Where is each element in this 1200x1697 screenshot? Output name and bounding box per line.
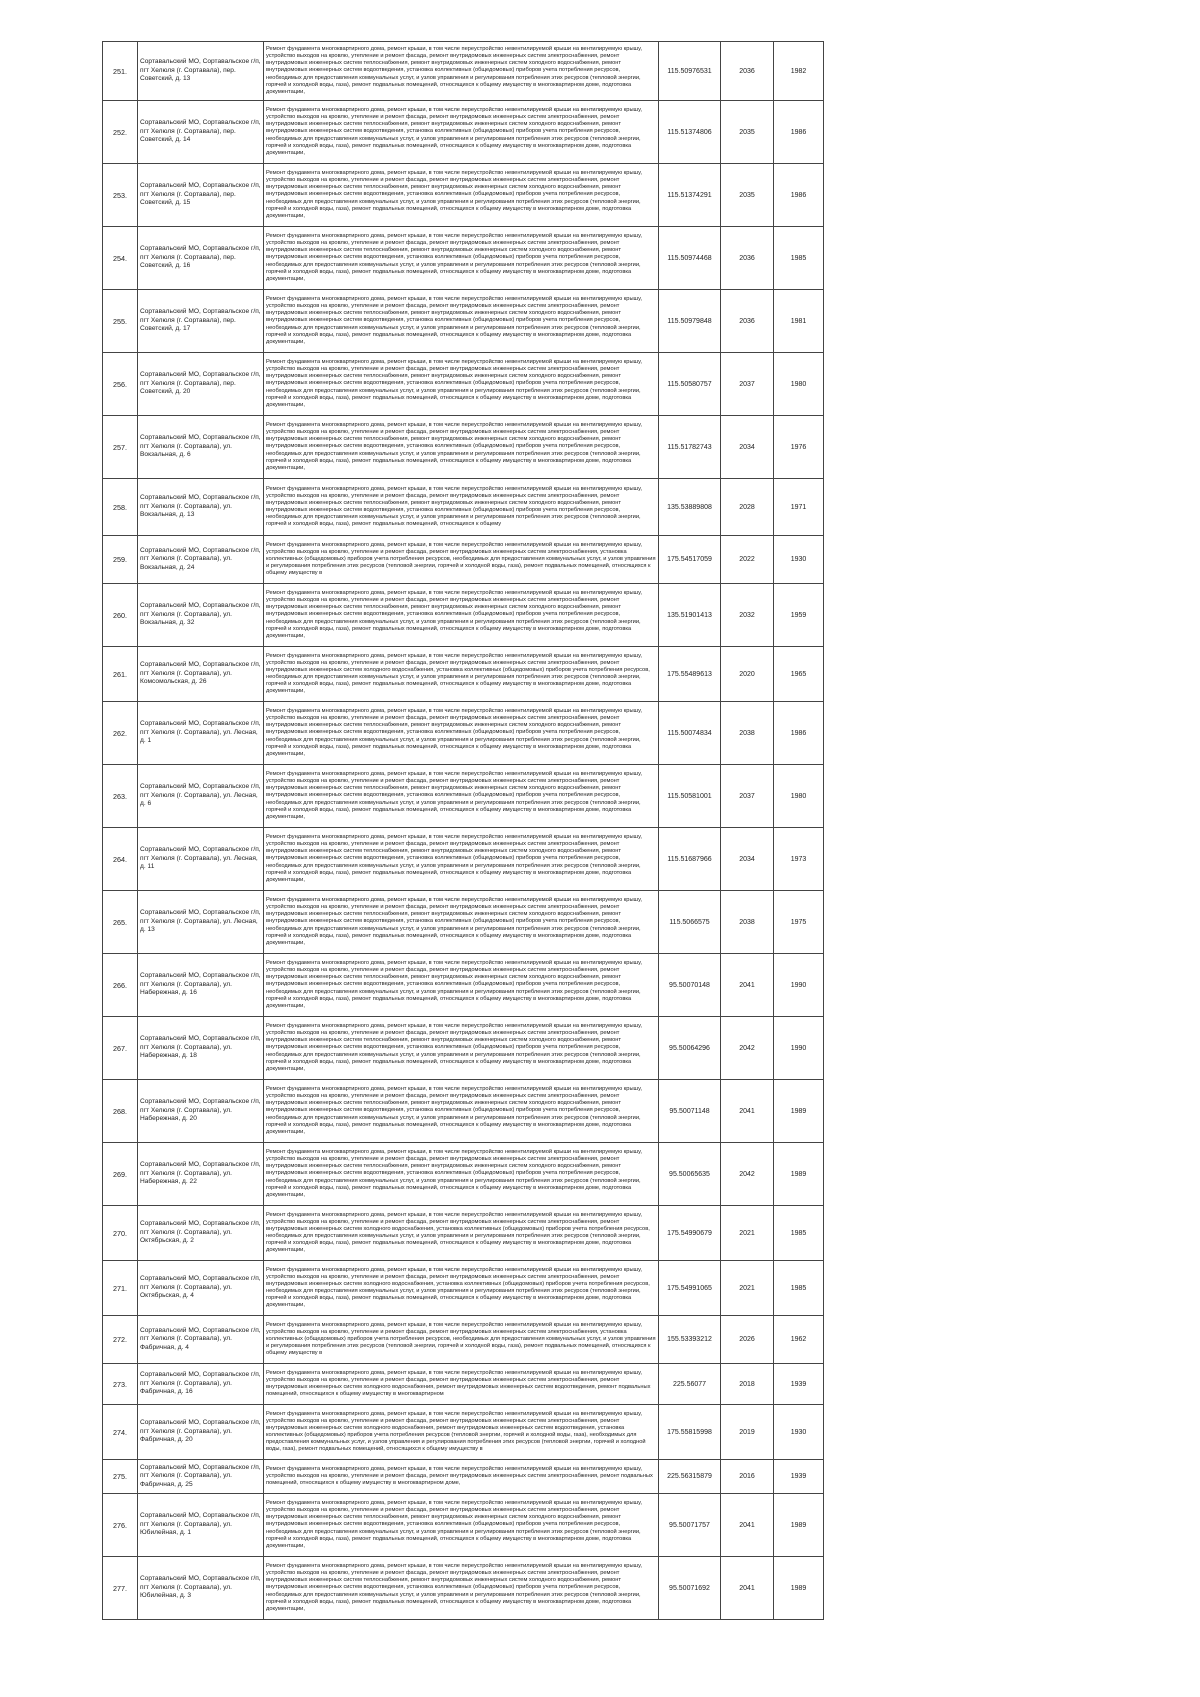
address-cell: Сортавальский МО, Сортавальское г/п, пгт Хелюля (г. Сортавала), ул. Вокзальная, д. 32 (138, 584, 264, 647)
plan-year-cell: 2037 (721, 353, 774, 416)
value-cell: 175.54991065 (659, 1261, 721, 1316)
build-year-cell: 1989 (774, 1080, 824, 1143)
table-row (103, 891, 824, 954)
plan-year-cell: 2042 (721, 1143, 774, 1206)
table-row (103, 164, 824, 227)
plan-year-cell: 2036 (721, 290, 774, 353)
build-year-cell: 1989 (774, 1494, 824, 1557)
value-cell: 155.53393212 (659, 1316, 721, 1364)
address-cell: Сортавальский МО, Сортавальское г/п, пгт Хелюля (г. Сортавала), ул. Набережная, д. 20 (138, 1080, 264, 1143)
works-text: Ремонт фундамента многоквартирного дома, ремонт крыши, в том числе переустройство невентилируемой крыши на вентилируемую крышу, устройство выходов на кровлю, утепление и ремонт фасада, ремонт внутридомовых инженерных систем электроснабжения, ремонт внутридомовых инженерных систем теплоснабжения, ремонт внутридомовых инженерных систем холодного водоснабжения, ремонт внутридомовых инженерных систем водоотведения, установка коллективных (общедомовых) приборов учета потребления ресурсов, необходимых для предоставления коммунальных услуг, и узлов управления и регулирования потребления этих ресурсов (тепловой энергии, горячей и холодной воды, газа), ремонт подвальных помещений, относящихся к общему имуществу в многоквартирном доме, подготовка документации, (266, 1023, 642, 1072)
build-year-cell: 1985 (774, 1261, 824, 1316)
works-cell (264, 1017, 659, 1080)
table-row (103, 42, 824, 101)
address-cell: Сортавальский МО, Сортавальское г/п, пгт Хелюля (г. Сортавала), пер. Советский, д. 13 (138, 42, 264, 101)
plan-year-cell: 2041 (721, 1557, 774, 1620)
address-cell: Сортавальский МО, Сортавальское г/п, пгт Хелюля (г. Сортавала), пер. Советский, д. 15 (138, 164, 264, 227)
works-cell (264, 479, 659, 536)
address-cell: Сортавальский МО, Сортавальское г/п, пгт Хелюля (г. Сортавала), ул. Набережная, д. 22 (138, 1143, 264, 1206)
address-cell: Сортавальский МО, Сортавальское г/п, пгт Хелюля (г. Сортавала), ул. Вокзальная, д. 13 (138, 479, 264, 536)
build-year-cell: 1962 (774, 1316, 824, 1364)
address-cell: Сортавальский МО, Сортавальское г/п, пгт Хелюля (г. Сортавала), пер. Советский, д. 14 (138, 101, 264, 164)
works-text: Ремонт фундамента многоквартирного дома, ремонт крыши, в том числе переустройство невентилируемой крыши на вентилируемую крышу, устройство выходов на кровлю, утепление и ремонт фасада, ремонт внутридомовых инженерных систем электроснабжения, ремонт внутридомовых инженерных систем теплоснабжения, ремонт внутридомовых инженерных систем холодного водоснабжения, ремонт внутридомовых инженерных систем водоотведения, установка коллективных (общедомовых) приборов учета потребления ресурсов, необходимых для предоставления коммунальных услуг, и узлов управления и регулирования потребления этих ресурсов (тепловой энергии, горячей и холодной воды, газа), ремонт подвальных помещений, относящихся к общему имуществу в многоквартирном доме, подготовка документации, (266, 708, 642, 757)
build-year-cell: 1976 (774, 416, 824, 479)
value-cell: 175.55489613 (659, 647, 721, 702)
works-cell (264, 765, 659, 828)
build-year-cell: 1985 (774, 1206, 824, 1261)
table-row (103, 1017, 824, 1080)
build-year-cell: 1930 (774, 536, 824, 584)
address-cell: Сортавальский МО, Сортавальское г/п, пгт Хелюля (г. Сортавала), ул. Комсомольская, д. 26 (138, 647, 264, 702)
value-cell: 115.51782743 (659, 416, 721, 479)
works-cell (264, 702, 659, 765)
plan-year-cell: 2019 (721, 1405, 774, 1460)
plan-year-cell: 2038 (721, 702, 774, 765)
works-text: Ремонт фундамента многоквартирного дома, ремонт крыши, в том числе переустройство невентилируемой крыши на вентилируемую крышу, устройство выходов на кровлю, утепление и ремонт фасада, ремонт внутридомовых инженерных систем электроснабжения, ремонт внутридомовых инженерных систем холодного водоснабжения, установка коллективных (общедомовых) приборов учета потребления ресурсов, необходимых для предоставления коммунальных услуг, и узлов управления и регулирования потребления этих ресурсов (тепловой энергии, горячей и холодной воды, газа), ремонт подвальных помещений, относящихся к общему имуществу в многоквартирном доме, подготовка документации, (266, 652, 650, 695)
table-row (103, 954, 824, 1017)
build-year-cell: 1981 (774, 290, 824, 353)
address-cell: Сортавальский МО, Сортавальское г/п, пгт Хелюля (г. Сортавала), ул. Набережная, д. 18 (138, 1017, 264, 1080)
address-cell: Сортавальский МО, Сортавальское г/п, пгт Хелюля (г. Сортавала), ул. Лесная, д. 6 (138, 765, 264, 828)
value-cell: 95.50064296 (659, 1017, 721, 1080)
value-cell: 115.51374806 (659, 101, 721, 164)
value-cell: 115.5066575 (659, 891, 721, 954)
value-cell: 175.55815998 (659, 1405, 721, 1460)
table-row (103, 1143, 824, 1206)
table-row (103, 1080, 824, 1143)
build-year-cell: 1980 (774, 353, 824, 416)
table-row (103, 353, 824, 416)
table-body (103, 42, 824, 1620)
works-cell (264, 164, 659, 227)
plan-year-cell: 2037 (721, 765, 774, 828)
works-cell (264, 1316, 659, 1364)
address-cell: Сортавальский МО, Сортавальское г/п, пгт Хелюля (г. Сортавала), пер. Советский, д. 20 (138, 353, 264, 416)
works-text: Ремонт фундамента многоквартирного дома, ремонт крыши, в том числе переустройство невентилируемой крыши на вентилируемую крышу, устройство выходов на кровлю, утепление и ремонт фасада, ремонт внутридомовых инженерных систем электроснабжения, ремонт внутридомовых инженерных систем теплоснабжения, ремонт внутридомовых инженерных систем холодного водоснабжения, ремонт внутридомовых инженерных систем водоотведения, установка коллективных (общедомовых) приборов учета потребления ресурсов, необходимых для предоставления коммунальных услуг, и узлов управления и регулирования потребления этих ресурсов (тепловой энергии, горячей и холодной воды, газа), ремонт подвальных помещений, относящихся к общему имуществу в многоквартирном доме, подготовка документации, (266, 296, 642, 345)
works-cell (264, 1143, 659, 1206)
value-cell: 175.54517059 (659, 536, 721, 584)
address-cell: Сортавальский МО, Сортавальское г/п, пгт Хелюля (г. Сортавала), ул. Октябрьская, д. 4 (138, 1261, 264, 1316)
value-cell: 115.50580757 (659, 353, 721, 416)
works-cell (264, 416, 659, 479)
row-number: 270. (103, 1206, 138, 1261)
build-year-cell: 1986 (774, 164, 824, 227)
row-number: 267. (103, 1017, 138, 1080)
build-year-cell: 1986 (774, 702, 824, 765)
works-cell (264, 353, 659, 416)
row-number: 263. (103, 765, 138, 828)
table-row (103, 1364, 824, 1405)
works-cell (264, 290, 659, 353)
table-row (103, 290, 824, 353)
plan-year-cell: 2038 (721, 891, 774, 954)
table-row (103, 1557, 824, 1620)
value-cell: 95.50071692 (659, 1557, 721, 1620)
row-number: 253. (103, 164, 138, 227)
build-year-cell: 1990 (774, 954, 824, 1017)
works-text: Ремонт фундамента многоквартирного дома, ремонт крыши, в том числе переустройство невентилируемой крыши на вентилируемую крышу, устройство выходов на кровлю, утепление и ремонт фасада, ремонт внутридомовых инженерных систем электроснабжения, ремонт внутридомовых инженерных систем теплоснабжения, ремонт внутридомовых инженерных систем холодного водоснабжения, ремонт внутридомовых инженерных систем водоотведения, установка коллективных (общедомовых) приборов учета потребления ресурсов, необходимых для предоставления коммунальных услуг, и узлов управления и регулирования потребления этих ресурсов (тепловой энергии, горячей и холодной воды, газа), ремонт подвальных помещений, относящихся к общему имуществу в многоквартирном доме, подготовка документации, (266, 359, 642, 408)
build-year-cell: 1973 (774, 828, 824, 891)
table-row (103, 1316, 824, 1364)
works-cell (264, 42, 659, 101)
plan-year-cell: 2036 (721, 42, 774, 101)
build-year-cell: 1939 (774, 1364, 824, 1405)
address-cell: Сортавальский МО, Сортавальское г/п, пгт Хелюля (г. Сортавала), ул. Октябрьская, д. 2 (138, 1206, 264, 1261)
plan-year-cell: 2021 (721, 1206, 774, 1261)
table-row (103, 1206, 824, 1261)
works-cell (264, 954, 659, 1017)
address-cell: Сортавальский МО, Сортавальское г/п, пгт Хелюля (г. Сортавала), ул. Юбилейная, д. 1 (138, 1494, 264, 1557)
value-cell: 115.50974468 (659, 227, 721, 290)
address-cell: Сортавальский МО, Сортавальское г/п, пгт Хелюля (г. Сортавала), ул. Лесная, д. 11 (138, 828, 264, 891)
plan-year-cell: 2032 (721, 584, 774, 647)
works-cell (264, 536, 659, 584)
table-row (103, 828, 824, 891)
build-year-cell: 1975 (774, 891, 824, 954)
works-cell (264, 1405, 659, 1460)
works-text: Ремонт фундамента многоквартирного дома, ремонт крыши, в том числе переустройство невентилируемой крыши на вентилируемую крышу, устройство выходов на кровлю, утепление и ремонт фасада, ремонт внутридомовых инженерных систем электроснабжения, ремонт внутридомовых инженерных систем холодного водоснабжения, ремонт внутридомовых инженерных систем водоотведения, установка коллективных (общедомовых) приборов учета потребления ресурсов (тепловой энергии, горячей и холодной воды, газа), необходимых для предоставления коммунальных услуг, и узлов управления и регулирования потребления этих ресурсов (тепловой энергии, горячей и холодной воды, газа), ремонт подвальных помещений, относящихся к общему имуществу в (266, 1410, 646, 1453)
plan-year-cell: 2028 (721, 479, 774, 536)
table-row (103, 536, 824, 584)
works-cell (264, 101, 659, 164)
works-cell (264, 1460, 659, 1494)
works-text: Ремонт фундамента многоквартирного дома, ремонт крыши, в том числе переустройство невентилируемой крыши на вентилируемую крышу, устройство выходов на кровлю, утепление и ремонт фасада, ремонт внутридомовых инженерных систем электроснабжения, ремонт внутридомовых инженерных систем теплоснабжения, ремонт внутридомовых инженерных систем холодного водоснабжения, ремонт внутридомовых инженерных систем водоотведения, установка коллективных (общедомовых) приборов учета потребления ресурсов, необходимых для предоставления коммунальных услуг, и узлов управления и регулирования потребления этих ресурсов (тепловой энергии, горячей и холодной воды, газа), ремонт подвальных помещений, относящихся к общему имуществу в многоквартирном доме, подготовка документации, (266, 834, 642, 883)
row-number: 254. (103, 227, 138, 290)
works-text: Ремонт фундамента многоквартирного дома, ремонт крыши, в том числе переустройство невентилируемой крыши на вентилируемую крышу, устройство выходов на кровлю, утепление и ремонт фасада, ремонт внутридомовых инженерных систем электроснабжения, ремонт внутридомовых инженерных систем холодного водоснабжения, установка коллективных (общедомовых) приборов учета потребления ресурсов, необходимых для предоставления коммунальных услуг, и узлов управления и регулирования потребления этих ресурсов (тепловой энергии, горячей и холодной воды, газа), ремонт подвальных помещений, относящихся к общему имуществу в многоквартирном доме, подготовка документации, (266, 1211, 650, 1254)
address-cell: Сортавальский МО, Сортавальское г/п, пгт Хелюля (г. Сортавала), пер. Советский, д. 17 (138, 290, 264, 353)
table-row (103, 1494, 824, 1557)
table-row (103, 702, 824, 765)
works-text: Ремонт фундамента многоквартирного дома, ремонт крыши, в том числе переустройство невентилируемой крыши на вентилируемую крышу, устройство выходов на кровлю, утепление и ремонт фасада, ремонт внутридомовых инженерных систем электроснабжения, ремонт внутридомовых инженерных систем теплоснабжения, ремонт внутридомовых инженерных систем холодного водоснабжения, ремонт внутридомовых инженерных систем водоотведения, установка коллективных (общедомовых) приборов учета потребления ресурсов, необходимых для предоставления коммунальных услуг, и узлов управления и регулирования потребления этих ресурсов (тепловой энергии, горячей и холодной воды, газа), ремонт подвальных помещений, относящихся к общему имуществу в многоквартирном доме, подготовка документации, (266, 1086, 642, 1135)
row-number: 261. (103, 647, 138, 702)
build-year-cell: 1959 (774, 584, 824, 647)
plan-year-cell: 2035 (721, 101, 774, 164)
value-cell: 135.51901413 (659, 584, 721, 647)
works-cell (264, 647, 659, 702)
works-cell (264, 1494, 659, 1557)
row-number: 259. (103, 536, 138, 584)
build-year-cell: 1989 (774, 1143, 824, 1206)
build-year-cell: 1930 (774, 1405, 824, 1460)
works-cell (264, 227, 659, 290)
table-row (103, 1460, 824, 1494)
build-year-cell: 1986 (774, 101, 824, 164)
plan-year-cell: 2041 (721, 1080, 774, 1143)
build-year-cell: 1939 (774, 1460, 824, 1494)
works-text: Ремонт фундамента многоквартирного дома, ремонт крыши, в том числе переустройство невентилируемой крыши на вентилируемую крышу, устройство выходов на кровлю, утепление и ремонт фасада, ремонт внутридомовых инженерных систем электроснабжения, ремонт внутридомовых инженерных систем теплоснабжения, ремонт внутридомовых инженерных систем холодного водоснабжения, ремонт внутридомовых инженерных систем водоотведения, установка коллективных (общедомовых) приборов учета потребления ресурсов, необходимых для предоставления коммунальных услуг, и узлов управления и регулирования потребления этих ресурсов (тепловой энергии, горячей и холодной воды, газа), ремонт подвальных помещений, относящихся к общему имуществу в многоквартирном доме, подготовка документации, (266, 46, 642, 95)
row-number: 265. (103, 891, 138, 954)
table-row (103, 1261, 824, 1316)
build-year-cell: 1985 (774, 227, 824, 290)
works-text: Ремонт фундамента многоквартирного дома, ремонт крыши, в том числе переустройство невентилируемой крыши на вентилируемую крышу, устройство выходов на кровлю, утепление и ремонт фасада, ремонт внутридомовых инженерных систем электроснабжения, ремонт внутридомовых инженерных систем теплоснабжения, ремонт внутридомовых инженерных систем холодного водоснабжения, ремонт внутридомовых инженерных систем водоотведения, установка коллективных (общедомовых) приборов учета потребления ресурсов, необходимых для предоставления коммунальных услуг, и узлов управления и регулирования потребления этих ресурсов (тепловой энергии, горячей и холодной воды, газа), ремонт подвальных помещений, относящихся к общему имуществу в многоквартирном доме, подготовка документации, (266, 422, 642, 471)
value-cell: 115.51687966 (659, 828, 721, 891)
address-cell: Сортавальский МО, Сортавальское г/п, пгт Хелюля (г. Сортавала), ул. Фабричная, д. 20 (138, 1405, 264, 1460)
table-row (103, 227, 824, 290)
value-cell: 115.50581001 (659, 765, 721, 828)
works-text: Ремонт фундамента многоквартирного дома, ремонт крыши, в том числе переустройство невентилируемой крыши на вентилируемую крышу, устройство выходов на кровлю, утепление и ремонт фасада, ремонт внутридомовых инженерных систем электроснабжения, ремонт внутридомовых инженерных систем теплоснабжения, ремонт внутридомовых инженерных систем холодного водоснабжения, ремонт внутридомовых инженерных систем водоотведения, установка коллективных (общедомовых) приборов учета потребления ресурсов, необходимых для предоставления коммунальных услуг, и узлов управления и регулирования потребления этих ресурсов (тепловой энергии, горячей и холодной воды, газа), ремонт подвальных помещений, относящихся к общему имуществу в многоквартирном доме, подготовка документации, (266, 897, 642, 946)
row-number: 260. (103, 584, 138, 647)
address-cell: Сортавальский МО, Сортавальское г/п, пгт Хелюля (г. Сортавала), ул. Вокзальная, д. 6 (138, 416, 264, 479)
works-text: Ремонт фундамента многоквартирного дома, ремонт крыши, в том числе переустройство невентилируемой крыши на вентилируемую крышу, устройство выходов на кровлю, утепление и ремонт фасада, ремонт внутридомовых инженерных систем электроснабжения, ремонт внутридомовых инженерных систем теплоснабжения, ремонт внутридомовых инженерных систем холодного водоснабжения, ремонт внутридомовых инженерных систем водоотведения, установка коллективных (общедомовых) приборов учета потребления ресурсов, необходимых для предоставления коммунальных услуг, и узлов управления и регулирования потребления этих ресурсов (тепловой энергии, горячей и холодной воды, газа), ремонт подвальных помещений, относящихся к общему имуществу в многоквартирном доме, подготовка документации, (266, 170, 642, 219)
works-text: Ремонт фундамента многоквартирного дома, ремонт крыши, в том числе переустройство невентилируемой крыши на вентилируемую крышу, устройство выходов на кровлю, утепление и ремонт фасада, ремонт внутридомовых инженерных систем электроснабжения, ремонт подвальных помещений, относящихся к общему имуществу в многоквартирном доме, (266, 1465, 653, 1487)
plan-year-cell: 2021 (721, 1261, 774, 1316)
table-row (103, 479, 824, 536)
works-text: Ремонт фундамента многоквартирного дома, ремонт крыши, в том числе переустройство невентилируемой крыши на вентилируемую крышу, устройство выходов на кровлю, утепление и ремонт фасада, ремонт внутридомовых инженерных систем электроснабжения, ремонт внутридомовых инженерных систем теплоснабжения, ремонт внутридомовых инженерных систем холодного водоснабжения, ремонт внутридомовых инженерных систем водоотведения, установка коллективных (общедомовых) приборов учета потребления ресурсов, необходимых для предоставления коммунальных услуг, и узлов управления и регулирования потребления этих ресурсов (тепловой энергии, горячей и холодной воды, газа), ремонт подвальных помещений, относящихся к общему имуществу в многоквартирном доме, подготовка документации, (266, 1563, 642, 1612)
table-row (103, 647, 824, 702)
row-number: 252. (103, 101, 138, 164)
works-text: Ремонт фундамента многоквартирного дома, ремонт крыши, в том числе переустройство невентилируемой крыши на вентилируемую крышу, устройство выходов на кровлю, утепление и ремонт фасада, ремонт внутридомовых инженерных систем электроснабжения, установка коллективных (общедомовых) приборов учета потребления ресурсов, необходимых для предоставления коммунальных услуг, и узлов управления и регулирования потребления этих ресурсов (тепловой энергии, горячей и холодной воды, газа), ремонт подвальных помещений, относящихся к общему имуществу в (266, 1321, 656, 1357)
plan-year-cell: 2041 (721, 954, 774, 1017)
works-text: Ремонт фундамента многоквартирного дома, ремонт крыши, в том числе переустройство невентилируемой крыши на вентилируемую крышу, устройство выходов на кровлю, утепление и ремонт фасада, ремонт внутридомовых инженерных систем электроснабжения, ремонт внутридомовых инженерных систем теплоснабжения, ремонт внутридомовых инженерных систем холодного водоснабжения, ремонт внутридомовых инженерных систем водоотведения, установка коллективных (общедомовых) приборов учета потребления ресурсов, необходимых для предоставления коммунальных услуг, и узлов управления и регулирования потребления этих ресурсов (тепловой энергии, горячей и холодной воды, газа), ремонт подвальных помещений, относящихся к общему имуществу в многоквартирном доме, подготовка документации, (266, 1149, 642, 1198)
value-cell: 115.50976531 (659, 42, 721, 101)
works-text: Ремонт фундамента многоквартирного дома, ремонт крыши, в том числе переустройство невентилируемой крыши на вентилируемую крышу, устройство выходов на кровлю, утепление и ремонт фасада, ремонт внутридомовых инженерных систем электроснабжения, ремонт внутридомовых инженерных систем теплоснабжения, ремонт внутридомовых инженерных систем холодного водоснабжения, ремонт внутридомовых инженерных систем водоотведения, установка коллективных (общедомовых) приборов учета потребления ресурсов, необходимых для предоставления коммунальных услуг, и узлов управления и регулирования потребления этих ресурсов (тепловой энергии, горячей и холодной воды, газа), ремонт подвальных помещений, относящихся к общему имуществу в многоквартирном доме, подготовка документации, (266, 233, 642, 282)
works-cell (264, 1261, 659, 1316)
build-year-cell: 1980 (774, 765, 824, 828)
address-cell: Сортавальский МО, Сортавальское г/п, пгт Хелюля (г. Сортавала), ул. Набережная, д. 16 (138, 954, 264, 1017)
plan-year-cell: 2016 (721, 1460, 774, 1494)
works-text: Ремонт фундамента многоквартирного дома, ремонт крыши, в том числе переустройство невентилируемой крыши на вентилируемую крышу, устройство выходов на кровлю, утепление и ремонт фасада, ремонт внутридомовых инженерных систем электроснабжения, ремонт внутридомовых инженерных систем теплоснабжения, ремонт внутридомовых инженерных систем холодного водоснабжения, ремонт внутридомовых инженерных систем водоотведения, установка коллективных (общедомовых) приборов учета потребления ресурсов, необходимых для предоставления коммунальных услуг, и узлов управления и регулирования потребления этих ресурсов (тепловой энергии, горячей и холодной воды, газа), ремонт подвальных помещений, относящихся к общему (266, 485, 642, 528)
works-cell (264, 1364, 659, 1405)
works-cell (264, 828, 659, 891)
build-year-cell: 1971 (774, 479, 824, 536)
row-number: 274. (103, 1405, 138, 1460)
row-number: 268. (103, 1080, 138, 1143)
plan-year-cell: 2020 (721, 647, 774, 702)
plan-year-cell: 2018 (721, 1364, 774, 1405)
row-number: 273. (103, 1364, 138, 1405)
address-cell: Сортавальский МО, Сортавальское г/п, пгт Хелюля (г. Сортавала), ул. Вокзальная, д. 24 (138, 536, 264, 584)
row-number: 275. (103, 1460, 138, 1494)
works-text: Ремонт фундамента многоквартирного дома, ремонт крыши, в том числе переустройство невентилируемой крыши на вентилируемую крышу, устройство выходов на кровлю, утепление и ремонт фасада, ремонт внутридомовых инженерных систем электроснабжения, ремонт внутридомовых инженерных систем холодного водоснабжения, установка коллективных (общедомовых) приборов учета потребления ресурсов, необходимых для предоставления коммунальных услуг, и узлов управления и регулирования потребления этих ресурсов (тепловой энергии, горячей и холодной воды, газа), ремонт подвальных помещений, относящихся к общему имуществу в многоквартирном доме, подготовка документации, (266, 1266, 650, 1309)
works-cell (264, 1206, 659, 1261)
address-cell: Сортавальский МО, Сортавальское г/п, пгт Хелюля (г. Сортавала), ул. Лесная, д. 13 (138, 891, 264, 954)
address-cell: Сортавальский МО, Сортавальское г/п, пгт Хелюля (г. Сортавала), пер. Советский, д. 16 (138, 227, 264, 290)
row-number: 251. (103, 42, 138, 101)
works-text: Ремонт фундамента многоквартирного дома, ремонт крыши, в том числе переустройство невентилируемой крыши на вентилируемую крышу, устройство выходов на кровлю, утепление и ремонт фасада, ремонт внутридомовых инженерных систем электроснабжения, ремонт внутридомовых инженерных систем теплоснабжения, ремонт внутридомовых инженерных систем холодного водоснабжения, ремонт внутридомовых инженерных систем водоотведения, установка коллективных (общедомовых) приборов учета потребления ресурсов, необходимых для предоставления коммунальных услуг, и узлов управления и регулирования потребления этих ресурсов (тепловой энергии, горячей и холодной воды, газа), ремонт подвальных помещений, относящихся к общему имуществу в многоквартирном доме, подготовка документации, (266, 1500, 642, 1549)
value-cell: 115.50979848 (659, 290, 721, 353)
value-cell: 175.54990679 (659, 1206, 721, 1261)
value-cell: 95.50065635 (659, 1143, 721, 1206)
value-cell: 95.50071757 (659, 1494, 721, 1557)
row-number: 272. (103, 1316, 138, 1364)
value-cell: 115.50074834 (659, 702, 721, 765)
plan-year-cell: 2042 (721, 1017, 774, 1080)
build-year-cell: 1965 (774, 647, 824, 702)
table-row (103, 765, 824, 828)
value-cell: 95.50071148 (659, 1080, 721, 1143)
plan-year-cell: 2034 (721, 416, 774, 479)
build-year-cell: 1990 (774, 1017, 824, 1080)
address-cell: Сортавальский МО, Сортавальское г/п, пгт Хелюля (г. Сортавала), ул. Фабричная, д. 4 (138, 1316, 264, 1364)
plan-year-cell: 2035 (721, 164, 774, 227)
plan-year-cell: 2022 (721, 536, 774, 584)
works-text: Ремонт фундамента многоквартирного дома, ремонт крыши, в том числе переустройство невентилируемой крыши на вентилируемую крышу, устройство выходов на кровлю, утепление и ремонт фасада, ремонт внутридомовых инженерных систем электроснабжения, ремонт внутридомовых инженерных систем теплоснабжения, ремонт внутридомовых инженерных систем холодного водоснабжения, ремонт внутридомовых инженерных систем водоотведения, установка коллективных (общедомовых) приборов учета потребления ресурсов, необходимых для предоставления коммунальных услуг, и узлов управления и регулирования потребления этих ресурсов (тепловой энергии, горячей и холодной воды, газа), ремонт подвальных помещений, относящихся к общему имуществу в многоквартирном доме, подготовка документации, (266, 771, 642, 820)
table-row (103, 1405, 824, 1460)
works-cell (264, 1080, 659, 1143)
table-row (103, 101, 824, 164)
table-row (103, 584, 824, 647)
works-text: Ремонт фундамента многоквартирного дома, ремонт крыши, в том числе переустройство невентилируемой крыши на вентилируемую крышу, устройство выходов на кровлю, утепление и ремонт фасада, ремонт внутридомовых инженерных систем электроснабжения, установка коллективных (общедомовых) приборов учета потребления ресурсов, необходимых для предоставления коммунальных услуг, и узлов управления и регулирования потребления этих ресурсов (тепловой энергии, горячей и холодной воды, газа), ремонт подвальных помещений, относящихся к общему имуществу в (266, 541, 656, 577)
works-text: Ремонт фундамента многоквартирного дома, ремонт крыши, в том числе переустройство невентилируемой крыши на вентилируемую крышу, устройство выходов на кровлю, утепление и ремонт фасада, ремонт внутридомовых инженерных систем электроснабжения, ремонт внутридомовых инженерных систем теплоснабжения, ремонт внутридомовых инженерных систем холодного водоснабжения, ремонт внутридомовых инженерных систем водоотведения, установка коллективных (общедомовых) приборов учета потребления ресурсов, необходимых для предоставления коммунальных услуг, и узлов управления и регулирования потребления этих ресурсов (тепловой энергии, горячей и холодной воды, газа), ремонт подвальных помещений, относящихся к общему имуществу в многоквартирном доме, подготовка документации, (266, 590, 642, 639)
works-cell (264, 1557, 659, 1620)
works-cell (264, 891, 659, 954)
row-number: 262. (103, 702, 138, 765)
row-number: 277. (103, 1557, 138, 1620)
row-number: 257. (103, 416, 138, 479)
value-cell: 95.50070148 (659, 954, 721, 1017)
address-cell: Сортавальский МО, Сортавальское г/п, пгт Хелюля (г. Сортавала), ул. Фабричная, д. 16 (138, 1364, 264, 1405)
value-cell: 225.56315879 (659, 1460, 721, 1494)
works-cell (264, 584, 659, 647)
works-text: Ремонт фундамента многоквартирного дома, ремонт крыши, в том числе переустройство невентилируемой крыши на вентилируемую крышу, устройство выходов на кровлю, утепление и ремонт фасада, ремонт внутридомовых инженерных систем электроснабжения, ремонт внутридомовых инженерных систем холодного водоснабжения, ремонт внутридомовых инженерных систем водоотведения, ремонт подвальных помещений, относящихся к общему имуществу в многоквартирном (266, 1369, 651, 1398)
plan-year-cell: 2034 (721, 828, 774, 891)
plan-year-cell: 2026 (721, 1316, 774, 1364)
value-cell: 225.56077 (659, 1364, 721, 1405)
row-number: 256. (103, 353, 138, 416)
works-text: Ремонт фундамента многоквартирного дома, ремонт крыши, в том числе переустройство невентилируемой крыши на вентилируемую крышу, устройство выходов на кровлю, утепление и ремонт фасада, ремонт внутридомовых инженерных систем электроснабжения, ремонт внутридомовых инженерных систем теплоснабжения, ремонт внутридомовых инженерных систем холодного водоснабжения, ремонт внутридомовых инженерных систем водоотведения, установка коллективных (общедомовых) приборов учета потребления ресурсов, необходимых для предоставления коммунальных услуг, и узлов управления и регулирования потребления этих ресурсов (тепловой энергии, горячей и холодной воды, газа), ремонт подвальных помещений, относящихся к общему имуществу в многоквартирном доме, подготовка документации, (266, 960, 642, 1009)
row-number: 264. (103, 828, 138, 891)
table-row (103, 416, 824, 479)
plan-year-cell: 2041 (721, 1494, 774, 1557)
row-number: 258. (103, 479, 138, 536)
value-cell: 135.53889808 (659, 479, 721, 536)
value-cell: 115.51374291 (659, 164, 721, 227)
works-text: Ремонт фундамента многоквартирного дома, ремонт крыши, в том числе переустройство невентилируемой крыши на вентилируемую крышу, устройство выходов на кровлю, утепление и ремонт фасада, ремонт внутридомовых инженерных систем электроснабжения, ремонт внутридомовых инженерных систем теплоснабжения, ремонт внутридомовых инженерных систем холодного водоснабжения, ремонт внутридомовых инженерных систем водоотведения, установка коллективных (общедомовых) приборов учета потребления ресурсов, необходимых для предоставления коммунальных услуг, и узлов управления и регулирования потребления этих ресурсов (тепловой энергии, горячей и холодной воды, газа), ремонт подвальных помещений, относящихся к общему имуществу в многоквартирном доме, подготовка документации, (266, 107, 642, 156)
capital-repair-table (102, 41, 824, 1620)
plan-year-cell: 2036 (721, 227, 774, 290)
row-number: 271. (103, 1261, 138, 1316)
row-number: 255. (103, 290, 138, 353)
address-cell: Сортавальский МО, Сортавальское г/п, пгт Хелюля (г. Сортавала), ул. Юбилейная, д. 3 (138, 1557, 264, 1620)
row-number: 266. (103, 954, 138, 1017)
build-year-cell: 1989 (774, 1557, 824, 1620)
address-cell: Сортавальский МО, Сортавальское г/п, пгт Хелюля (г. Сортавала), ул. Фабричная, д. 25 (138, 1460, 264, 1494)
document-page (102, 41, 813, 1620)
row-number: 276. (103, 1494, 138, 1557)
build-year-cell: 1982 (774, 42, 824, 101)
address-cell: Сортавальский МО, Сортавальское г/п, пгт Хелюля (г. Сортавала), ул. Лесная, д. 1 (138, 702, 264, 765)
row-number: 269. (103, 1143, 138, 1206)
